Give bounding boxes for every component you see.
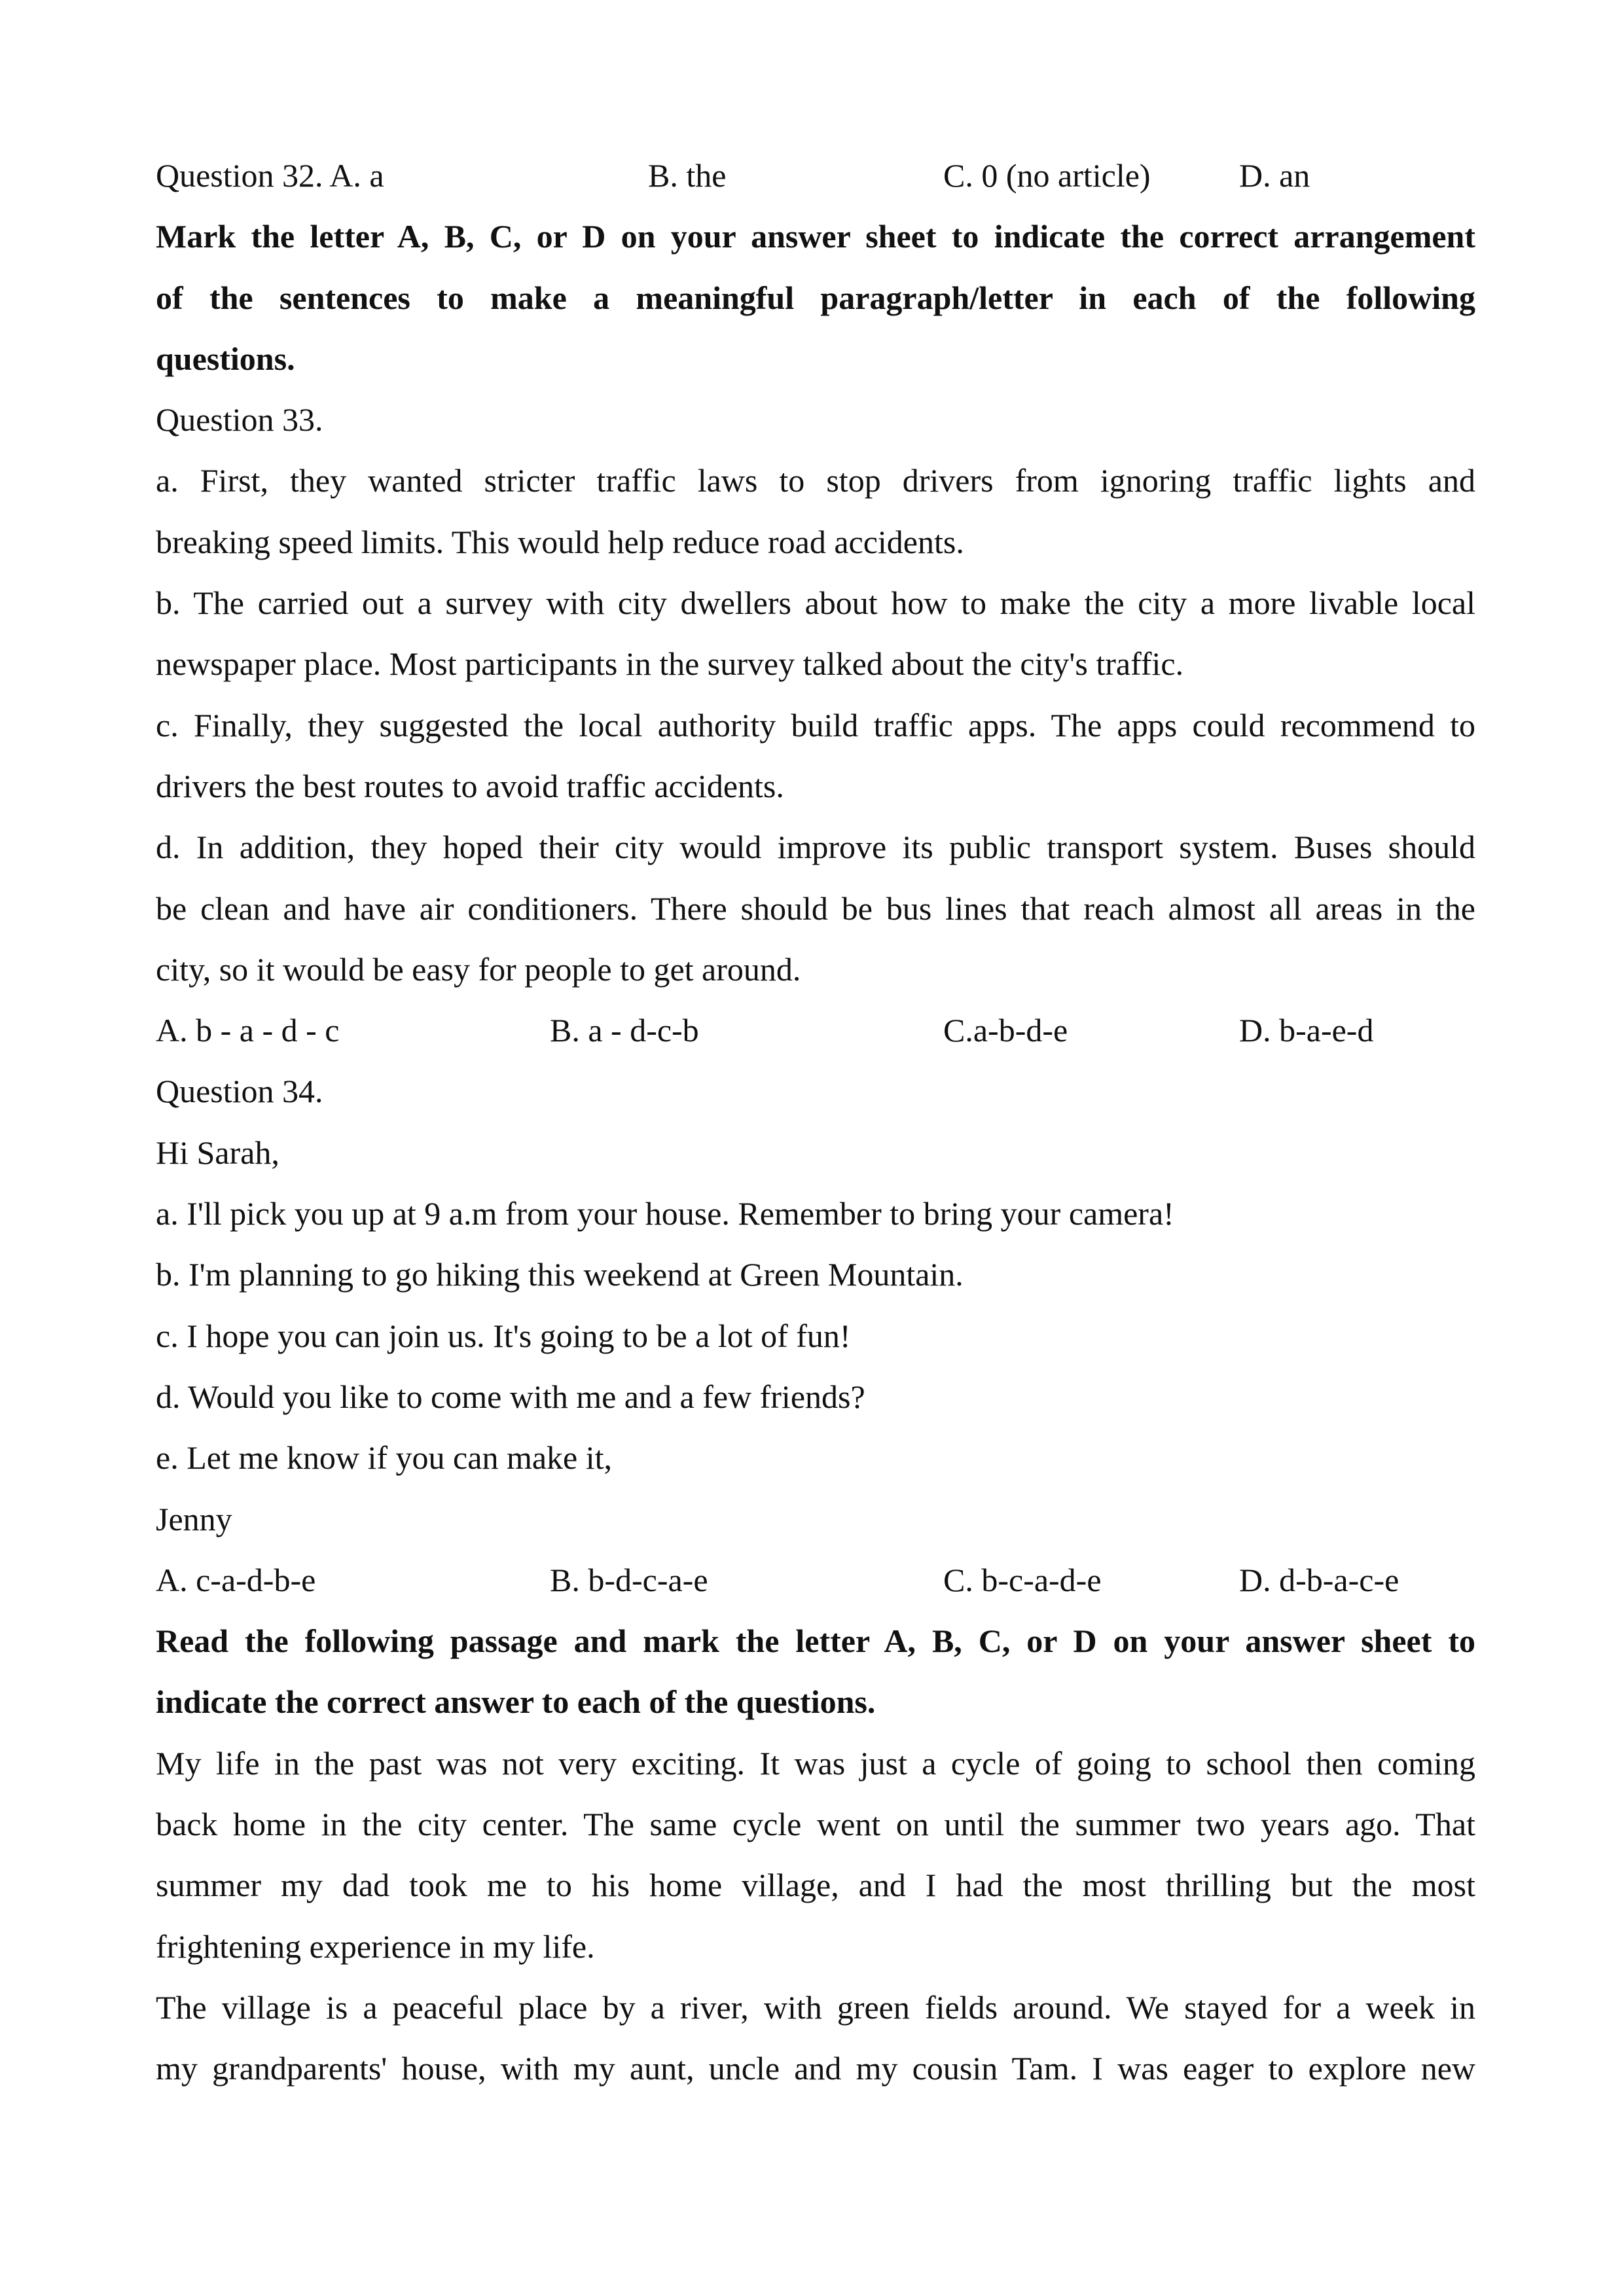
q33-title: Question 33. xyxy=(156,401,323,439)
passage-p1-line-4: frightening experience in my life. xyxy=(156,1928,595,1965)
q33-sentence-d-line-1: d. In addition, they hoped their city would improve its public transport system. Buses should xyxy=(156,829,1475,866)
q32-option-a: Question 32. A. a xyxy=(156,157,384,194)
q33-option-b: B. a - d-c-b xyxy=(550,1012,699,1049)
q33-sentence-d-line-3: city, so it would be easy for people to get around. xyxy=(156,950,801,988)
passage-p2-line-2: my grandparents' house, with my aunt, uncle and my cousin Tam. I was eager to explore new xyxy=(156,2050,1475,2087)
q34-option-d: D. d-b-a-c-e xyxy=(1239,1561,1399,1598)
q34-sentence-e: e. Let me know if you can make it, xyxy=(156,1439,612,1477)
q34-sentence-b: b. I'm planning to go hiking this weekend at Green Mountain. xyxy=(156,1256,964,1293)
q32-options xyxy=(156,145,1475,206)
q33-options xyxy=(156,1000,1475,1061)
q33-option-a: A. b - a - d - c xyxy=(156,1012,340,1049)
q34-option-b: B. b-d-c-a-e xyxy=(550,1561,708,1598)
instruction-reading-line-2: indicate the correct answer to each of the questions. xyxy=(156,1683,876,1721)
q32-option-b: B. the xyxy=(648,157,727,194)
q32-option-d: D. an xyxy=(1239,157,1310,194)
q33-sentence-a-line-1: a. First, they wanted stricter traffic laws to stop drivers from ignoring traffic lights and xyxy=(156,462,1475,499)
instruction-arrangement-line-3: questions. xyxy=(156,340,295,377)
q33-sentence-b-line-2: newspaper place. Most participants in the survey talked about the city's traffic. xyxy=(156,645,1184,683)
q34-options xyxy=(156,1550,1475,1611)
q33-option-c: C.a-b-d-e xyxy=(943,1012,1068,1049)
q33-sentence-a-line-2: breaking speed limits. This would help reduce road accidents. xyxy=(156,523,964,560)
q33-sentence-d-line-2: be clean and have air conditioners. There should be bus lines that reach almost all areas in the xyxy=(156,889,1475,927)
passage-p1-line-3: summer my dad took me to his home village, and I had the most thrilling but the most xyxy=(156,1867,1475,1904)
q34-signature: Jenny xyxy=(156,1500,232,1537)
passage-p1-line-2: back home in the city center. The same cycle went on until the summer two years ago. That xyxy=(156,1806,1475,1843)
q33-sentence-c-line-2: drivers the best routes to avoid traffic accidents. xyxy=(156,767,784,804)
q33-option-d: D. b-a-e-d xyxy=(1239,1012,1374,1049)
q34-greeting: Hi Sarah, xyxy=(156,1134,280,1171)
q34-option-a: A. c-a-d-b-e xyxy=(156,1561,316,1598)
document-page xyxy=(156,145,1475,2100)
q33-sentence-b-line-1: b. The carried out a survey with city dwellers about how to make the city a more livable local xyxy=(156,584,1475,622)
q34-option-c: C. b-c-a-d-e xyxy=(943,1561,1102,1598)
passage-p2-line-1: The village is a peaceful place by a river, with green fields around. We stayed for a week in xyxy=(156,1988,1475,2026)
q33-sentence-c-line-1: c. Finally, they suggested the local authority build traffic apps. The apps could recommend to xyxy=(156,706,1475,744)
instruction-arrangement-line-1: Mark the letter A, B, C, or D on your answer sheet to indicate the correct arrangement xyxy=(156,218,1475,255)
instruction-arrangement-line-2: of the sentences to make a meaningful paragraph/letter in each of the following xyxy=(156,279,1475,316)
q34-sentence-d: d. Would you like to come with me and a few friends? xyxy=(156,1378,865,1415)
q34-sentence-c: c. I hope you can join us. It's going to be a lot of fun! xyxy=(156,1317,851,1354)
q32-option-c: C. 0 (no article) xyxy=(943,157,1151,194)
q34-sentence-a: a. I'll pick you up at 9 a.m from your house. Remember to bring your camera! xyxy=(156,1195,1174,1232)
instruction-reading-line-1: Read the following passage and mark the letter A, B, C, or D on your answer sheet to xyxy=(156,1623,1475,1660)
q34-title: Question 34. xyxy=(156,1073,323,1110)
passage-p1-line-1: My life in the past was not very exciting. It was just a cycle of going to school then coming xyxy=(156,1744,1475,1782)
